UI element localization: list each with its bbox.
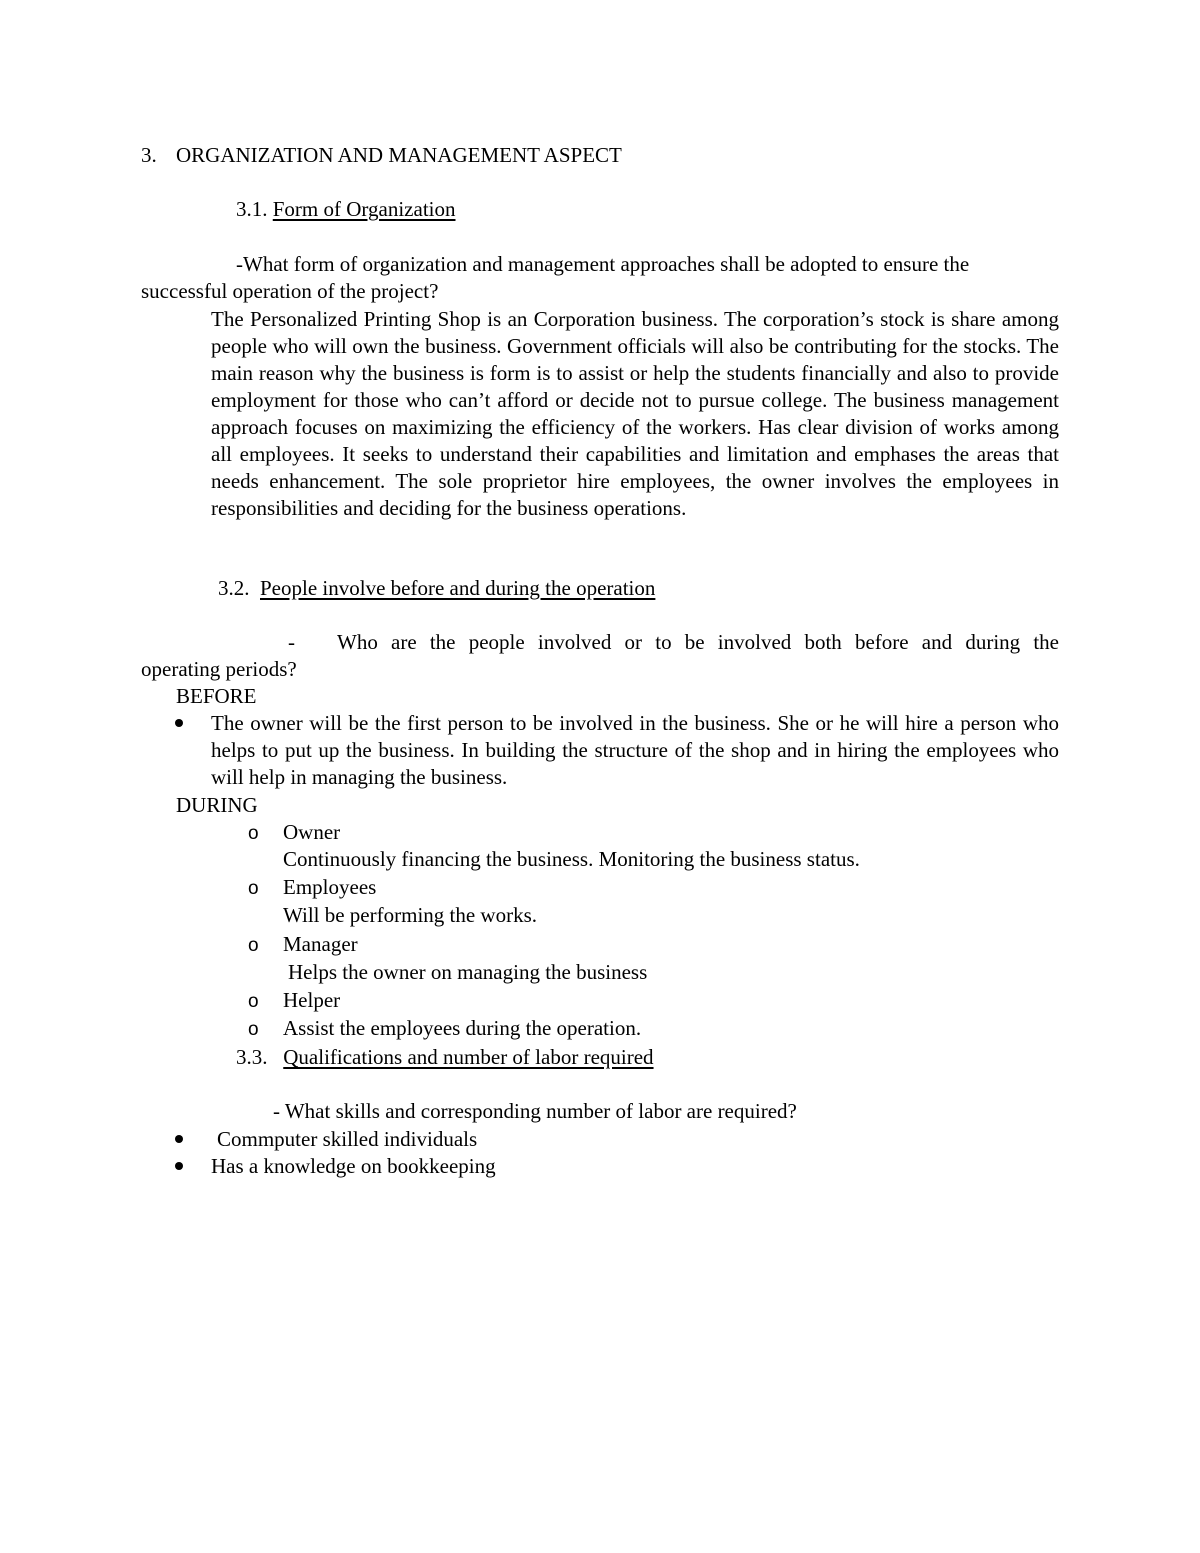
before-label: BEFORE [176,684,257,708]
role-manager: Manager [283,932,358,956]
bullet-icon [175,719,183,727]
subsection-number: 3.1. [236,197,268,221]
bullet-icon [175,1162,183,1170]
role-helper-desc: Assist the employees during the operation. [283,1016,642,1040]
role-owner: Owner [283,820,341,844]
question-3-2-line1: Who are the people involved or to be involved both before and during the [337,630,1059,654]
section-heading [141,142,157,169]
bullet-icon [175,1135,183,1143]
skill-bullet-2: Has a knowledge on bookkeeping [211,1154,496,1178]
during-label: DURING [176,793,258,817]
circle-bullet-icon: o [248,935,259,956]
subsection-title: People involve before and during the operation [260,576,656,600]
question-3-1-line2: successful operation of the project? [141,279,439,303]
question-3-3: - What skills and corresponding number of labor are required? [273,1099,797,1123]
answer-3-1: The Personalized Printing Shop is an Corporation business. The corporation’s stock is share among people who will own the business. Government officials will also be contributing for the stocks. The main reason why the business is form is to assist or help the students financially and also to provide employment for those who can’t afford or decide not to pursue college. The business management approach focuses on maximizing the efficiency of the workers. Has clear division of works among all employees. It seeks to understand their capabilities and limitation and emphases the areas that needs enhancement. The sole proprietor hire employees, the owner involves the employees in responsibilities and deciding for the business operations. [211,307,1059,520]
section-number: 3. [141,143,157,167]
subsection-number: 3.3. [236,1045,268,1069]
subsection-title: Form of Organization [272,197,456,221]
circle-bullet-icon: o [248,991,259,1012]
question-3-1-line1: -What form of organization and management approaches shall be adopted to ensure the [236,252,970,276]
section-title: ORGANIZATION AND MANAGEMENT ASPECT [176,143,622,167]
subsection-3-2-heading [218,575,655,602]
skill-bullet-1: Commputer skilled individuals [217,1127,478,1151]
role-owner-desc: Continuously financing the business. Monitoring the business status. [283,847,860,871]
question-3-2-line2: operating periods? [141,657,297,681]
circle-bullet-icon: o [248,1019,259,1040]
subsection-3-3-heading [236,1044,654,1071]
role-employees: Employees [283,875,377,899]
subsection-3-1-heading [236,196,456,223]
circle-bullet-icon: o [248,878,259,899]
role-manager-desc: Helps the owner on managing the business [288,960,648,984]
role-helper: Helper [283,988,341,1012]
subsection-number: 3.2. [218,576,250,600]
before-bullet-text: The owner will be the first person to be involved in the business. She or he will hire a person who helps to put up the business. In building the structure of the shop and in hiring the employees who will help in managing the business. [211,711,1059,789]
circle-bullet-icon: o [248,823,259,844]
role-employees-desc: Will be performing the works. [283,903,538,927]
question-3-2-dash: - [288,630,295,654]
subsection-title: Qualifications and number of labor required [283,1045,654,1069]
